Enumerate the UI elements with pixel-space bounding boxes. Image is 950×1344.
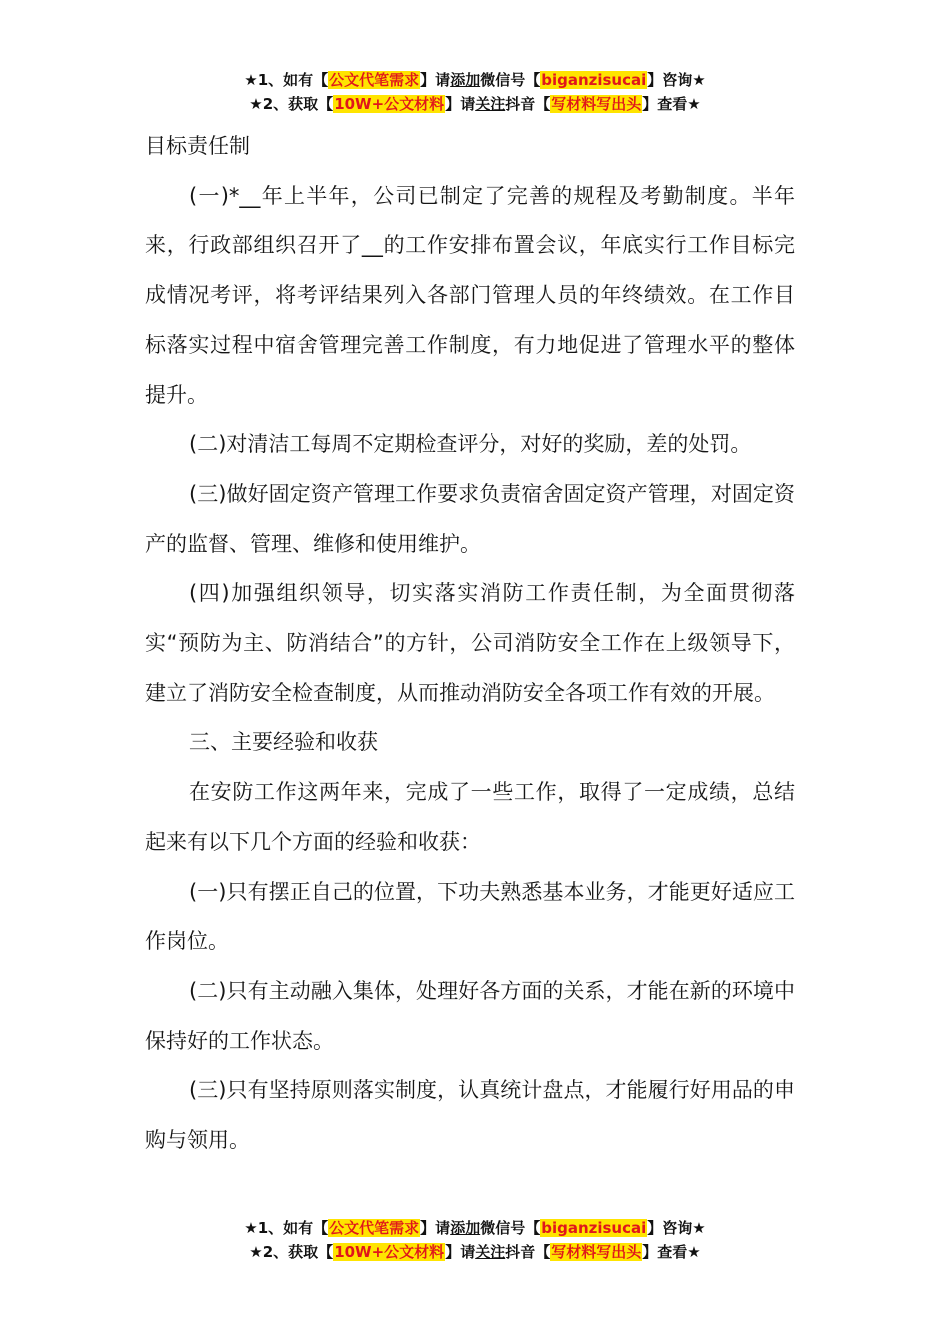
banner-highlight: 10W+公文材料 — [334, 1243, 445, 1261]
document-body — [145, 122, 795, 1166]
banner-text: ★2、获取【 — [249, 95, 334, 113]
paragraph: (一)只有摆正自己的位置，下功夫熟悉基本业务，才能更好适应工作岗位。 — [145, 879, 795, 954]
banner-underlined-text: 关注 — [475, 95, 506, 113]
banner-text: 】请 — [420, 1219, 451, 1237]
banner-text: 微信号【 — [480, 71, 541, 89]
footer-banner — [0, 1216, 950, 1264]
paragraph-heading-fragment: 目标责任制 — [145, 134, 250, 158]
banner-line-1 — [0, 1216, 950, 1240]
banner-highlight-douyin-id: 写材料写出头 — [551, 95, 642, 113]
banner-text: 】咨询★ — [647, 71, 706, 89]
banner-underlined-text: 关注 — [475, 1243, 506, 1261]
section-heading: 三、主要经验和收获 — [189, 730, 378, 755]
paragraph: (四)加强组织领导，切实落实消防工作责任制，为全面贯彻落实“预防为主、防消结合”的方针，公司消防安全工作在上级领导下，建立了消防安全检查制度，从而推动消防安全各项工作有效的开展。 — [145, 581, 795, 705]
banner-line-2 — [0, 92, 950, 116]
banner-text: ★1、如有【 — [244, 1219, 329, 1237]
banner-highlight: 公文代笔需求 — [329, 1219, 420, 1237]
banner-text: ★2、获取【 — [249, 1243, 334, 1261]
banner-highlight: 10W+公文材料 — [334, 95, 445, 113]
banner-text: 】咨询★ — [647, 1219, 706, 1237]
banner-text: ★1、如有【 — [244, 71, 329, 89]
paragraph: (二)对清洁工每周不定期检查评分，对好的奖励，差的处罚。 — [189, 432, 752, 457]
banner-highlight-wechat-id: biganzisucai — [541, 71, 647, 89]
paragraph: 在安防工作这两年来，完成了一些工作，取得了一定成绩，总结起来有以下几个方面的经验和收获： — [145, 780, 795, 854]
paragraph: (二)只有主动融入集体，处理好各方面的关系，才能在新的环境中保持好的工作状态。 — [145, 978, 795, 1053]
banner-highlight: 公文代笔需求 — [329, 71, 420, 89]
banner-text: 抖音【 — [505, 95, 551, 113]
banner-text: 抖音【 — [505, 1243, 551, 1261]
paragraph: (三)只有坚持原则落实制度，认真统计盘点，才能履行好用品的申购与领用。 — [145, 1078, 795, 1153]
banner-highlight-douyin-id: 写材料写出头 — [551, 1243, 642, 1261]
banner-text: 】查看★ — [642, 1243, 701, 1261]
paragraph: (一)*__年上半年，公司已制定了完善的规程及考勤制度。半年来，行政部组织召开了__的工作安排布置会议，年底实行工作目标完成情况考评，将考评结果列入各部门管理人员的年终绩效。在工作目标落实过程中宿舍管理完善工作制度，有力地促进了管理水平的整体提升。 — [145, 183, 795, 407]
banner-text: 】查看★ — [642, 95, 701, 113]
banner-line-2 — [0, 1240, 950, 1264]
header-banner — [0, 68, 950, 116]
banner-underlined-text: 添加 — [450, 1219, 481, 1237]
paragraph: (三)做好固定资产管理工作要求负责宿舍固定资产管理，对固定资产的监督、管理、维修和使用维护。 — [145, 481, 795, 556]
banner-text: 】请 — [420, 71, 451, 89]
banner-text: 微信号【 — [480, 1219, 541, 1237]
banner-highlight-wechat-id: biganzisucai — [541, 1219, 647, 1237]
banner-line-1 — [0, 68, 950, 92]
banner-text: 】请 — [445, 1243, 476, 1261]
banner-underlined-text: 添加 — [450, 71, 481, 89]
banner-text: 】请 — [445, 95, 476, 113]
